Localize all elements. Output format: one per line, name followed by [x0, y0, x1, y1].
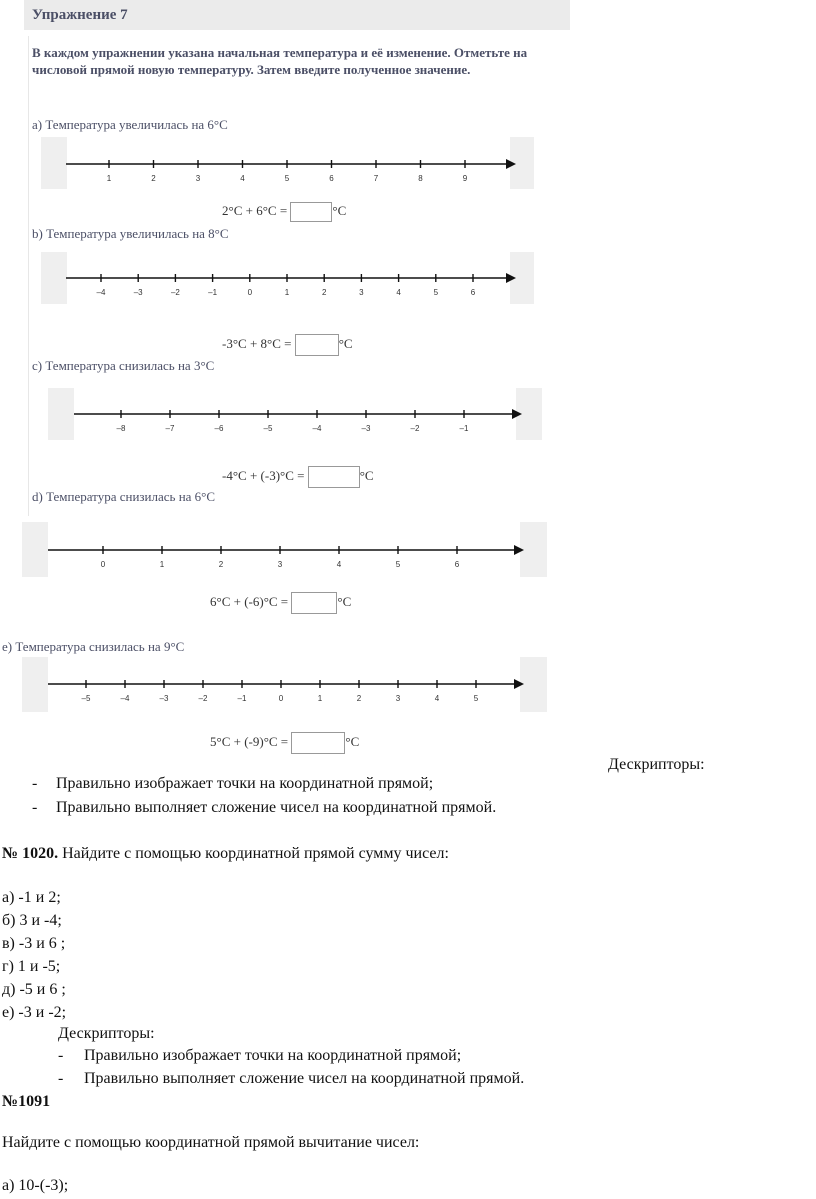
answer-input-e[interactable]: [291, 732, 345, 754]
equation-text: 5°С + (-9)°С =: [210, 733, 289, 749]
tick-label: –4: [96, 288, 106, 297]
part-d-label: d) Температура снизилась на 6°С: [32, 489, 216, 504]
tick-label: 0: [278, 694, 284, 703]
unit-label: °С: [337, 593, 352, 609]
task-1020-heading: [2, 845, 449, 863]
tick-label: –6: [214, 424, 224, 433]
tick-label: –4: [120, 694, 130, 703]
answer-input-a[interactable]: [290, 202, 332, 222]
tick-label: –5: [81, 694, 91, 703]
part-b-equation: [222, 334, 353, 356]
tick-label: 5: [473, 694, 479, 703]
part-e-label: e) Температура снизилась на 9°С: [2, 639, 185, 654]
tick-label: 1: [317, 694, 323, 703]
tick-label: –1: [237, 694, 247, 703]
tick-label: 1: [159, 560, 165, 569]
part-c-equation: [222, 466, 374, 488]
tick-label: –2: [170, 288, 180, 297]
tick-label: 6: [329, 174, 334, 183]
tick-label: –4: [312, 424, 322, 433]
answer-input-c[interactable]: [308, 466, 360, 488]
part-c-label: c) Температура снизилась на 3°С: [32, 358, 215, 373]
tick-label: 8: [418, 174, 423, 183]
tick-label: 1: [284, 288, 290, 297]
descriptor-item: [58, 1070, 525, 1088]
bullet-dash: -: [58, 1070, 64, 1087]
bullet-dash: -: [32, 775, 38, 792]
task-1091-number: №1091: [2, 1093, 51, 1110]
tick-label: –3: [361, 424, 371, 433]
tick-label: 0: [100, 560, 106, 569]
task-1020-item: г) 1 и -5;: [2, 958, 61, 975]
left-divider: [28, 36, 29, 516]
tick-label: 3: [195, 174, 201, 183]
tick-label: 6: [470, 288, 476, 297]
tick-label: 3: [395, 694, 401, 703]
tick-label: 5: [284, 174, 290, 183]
task-number: № 1020.: [2, 845, 59, 862]
number-line-c[interactable]: [68, 400, 528, 436]
tick-label: 9: [462, 174, 468, 183]
number-line-a[interactable]: [60, 150, 520, 186]
part-a-equation: [222, 202, 346, 222]
answer-input-b[interactable]: [295, 334, 339, 356]
exercise-instruction: В каждом упражнении указана начальная температура и её изменение. Отметьте на числовой прямой новую температуру. Затем введите полученное значение.: [32, 45, 528, 77]
descriptor-item: [58, 1047, 462, 1065]
bullet-dash: -: [58, 1047, 64, 1064]
tick-label: –3: [159, 694, 169, 703]
unit-label: °С: [332, 202, 347, 218]
tick-label: 6: [454, 560, 460, 569]
tick-label: 1: [106, 174, 112, 183]
task-1091-item: а) 10-(-3);: [2, 1177, 69, 1194]
descriptor-item: [32, 799, 497, 817]
tick-label: 3: [277, 560, 283, 569]
part-e-equation: [210, 732, 359, 754]
part-a-label: a) Температура увеличилась на 6°С: [32, 117, 228, 132]
unit-label: °С: [345, 733, 360, 749]
tick-label: 4: [396, 288, 401, 297]
tick-label: –2: [198, 694, 208, 703]
tick-label: –8: [116, 424, 126, 433]
equation-text: -3°С + 8°С =: [222, 335, 292, 351]
task-1091-text: Найдите с помощью координатной прямой вычитание чисел:: [2, 1134, 420, 1151]
number-line-e[interactable]: [44, 670, 530, 706]
descriptor-text: Правильно изображает точки на координатной прямой;: [84, 1047, 462, 1064]
task-1020-item: д) -5 и 6 ;: [2, 981, 66, 998]
equation-text: 6°С + (-6)°С =: [210, 593, 289, 609]
tick-label: 4: [336, 560, 342, 569]
descriptor-text: Правильно выполняет сложение чисел на координатной прямой.: [56, 799, 497, 816]
tick-label: –2: [410, 424, 420, 433]
descriptors-heading: Дескрипторы:: [58, 1025, 155, 1042]
tick-label: 4: [434, 694, 440, 703]
tick-label: 4: [240, 174, 245, 183]
descriptors-heading: Дескрипторы:: [608, 756, 705, 773]
tick-label: –7: [165, 424, 175, 433]
tick-label: 5: [433, 288, 439, 297]
tick-label: –1: [459, 424, 469, 433]
descriptor-text: Правильно изображает точки на координатной прямой;: [56, 775, 434, 792]
tick-label: 2: [356, 694, 362, 703]
number-line-d[interactable]: [44, 536, 530, 572]
tick-label: 7: [373, 174, 379, 183]
tick-label: 5: [395, 560, 401, 569]
bullet-dash: -: [32, 799, 38, 816]
descriptor-text: Правильно выполняет сложение чисел на координатной прямой.: [84, 1070, 525, 1087]
tick-label: 2: [321, 288, 327, 297]
task-1020-item: е) -3 и -2;: [2, 1004, 67, 1021]
tick-label: –3: [133, 288, 143, 297]
answer-input-d[interactable]: [291, 592, 337, 614]
number-line-b[interactable]: [60, 264, 520, 300]
task-1020-item: а) -1 и 2;: [2, 889, 61, 906]
part-d-equation: [210, 592, 351, 614]
tick-label: 2: [151, 174, 156, 183]
exercise-title: Упражнение 7: [32, 7, 128, 23]
task-1020-item: в) -3 и 6 ;: [2, 935, 66, 952]
unit-label: °С: [359, 467, 374, 483]
unit-label: °С: [338, 335, 353, 351]
task-text: Найдите с помощью координатной прямой сумму чисел:: [58, 845, 449, 862]
equation-text: 2°С + 6°С =: [222, 202, 288, 218]
tick-label: –5: [263, 424, 273, 433]
part-b-label: b) Температура увеличилась на 8°С: [32, 226, 229, 241]
descriptor-item: [32, 775, 434, 793]
tick-label: –1: [208, 288, 218, 297]
task-1020-item: б) 3 и -4;: [2, 912, 62, 929]
equation-text: -4°С + (-3)°С =: [222, 467, 305, 483]
tick-label: 2: [218, 560, 224, 569]
tick-label: 3: [359, 288, 364, 297]
tick-label: 0: [247, 288, 253, 297]
